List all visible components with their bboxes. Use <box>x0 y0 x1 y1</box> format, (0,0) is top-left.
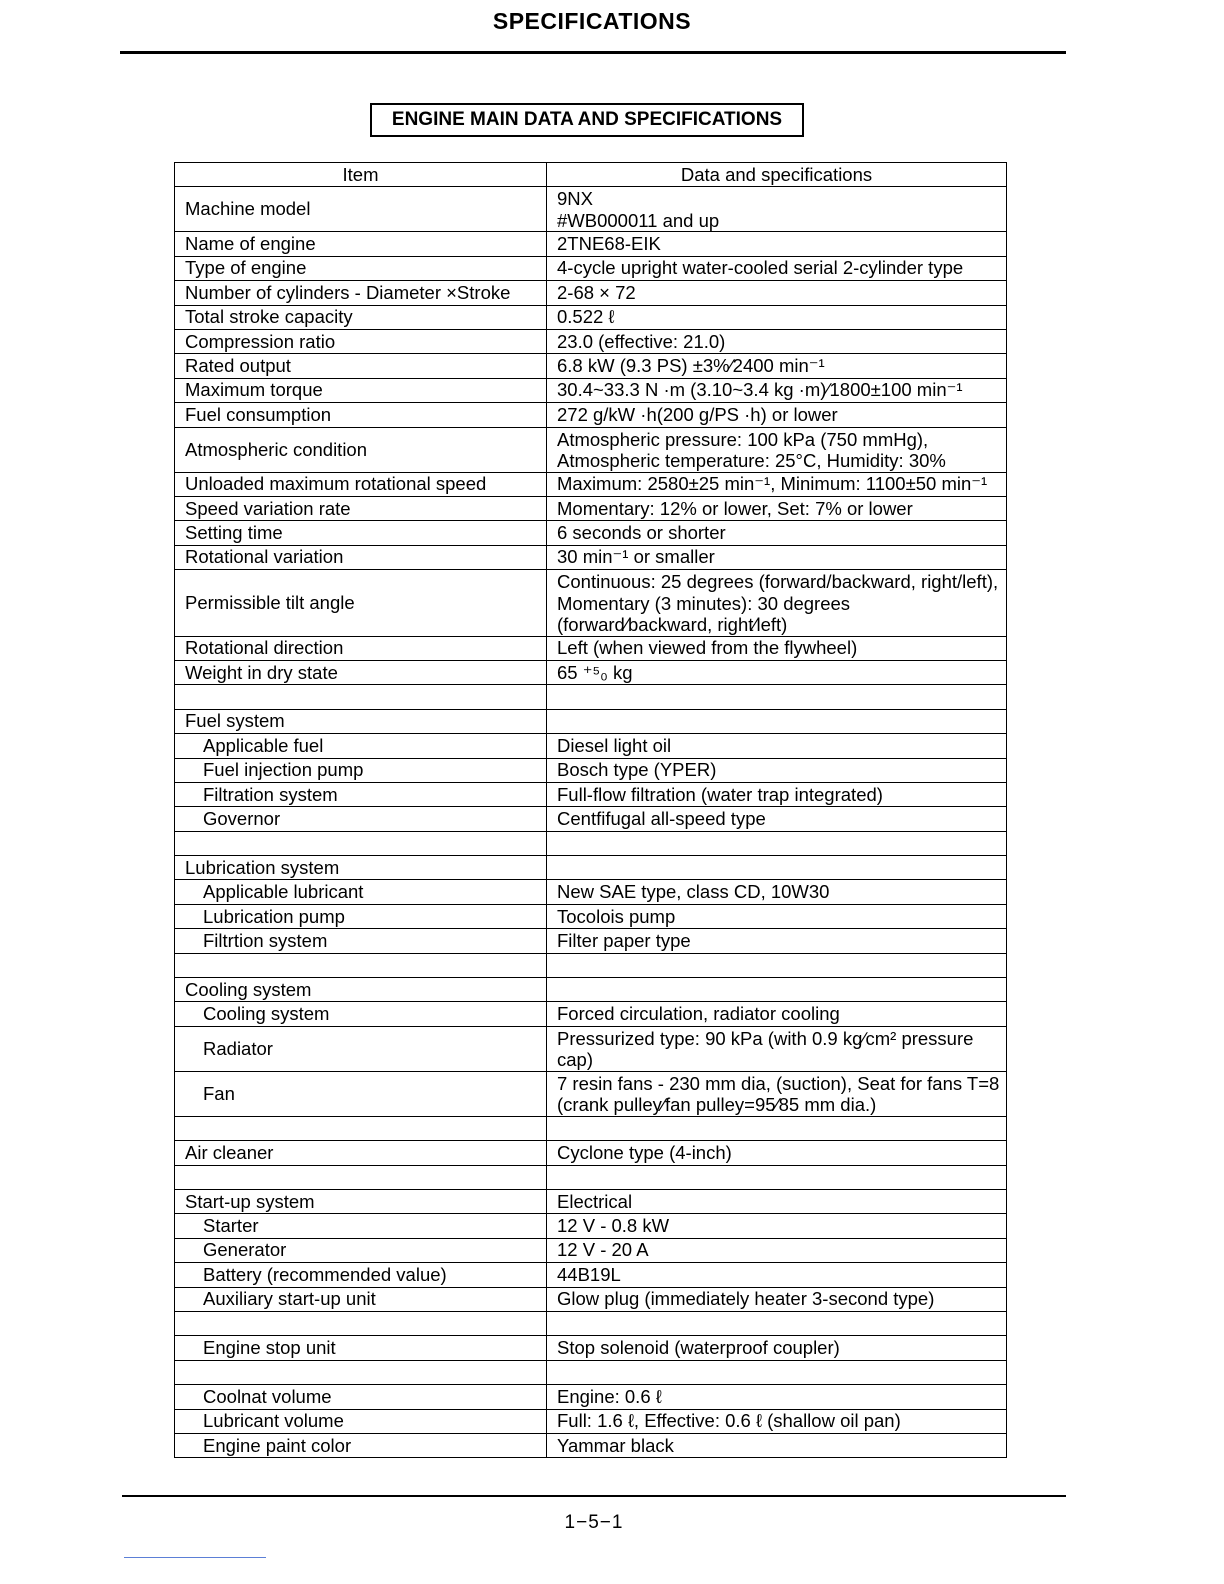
value-cell: 2-68 × 72 <box>547 281 1007 305</box>
column-header-data: Data and specifications <box>547 163 1007 187</box>
value-cell: 44B19L <box>547 1263 1007 1287</box>
table-row <box>175 472 1007 496</box>
table-row <box>175 978 1007 1002</box>
item-cell: Rotational direction <box>175 636 547 660</box>
value-cell: New SAE type, class CD, 10W30 <box>547 880 1007 904</box>
table-row <box>175 660 1007 684</box>
table-row <box>175 1433 1007 1457</box>
item-cell: Battery (recommended value) <box>175 1263 547 1287</box>
item-cell: Lubricant volume <box>175 1409 547 1433</box>
item-cell <box>175 685 547 709</box>
value-cell: 0.522 ℓ <box>547 305 1007 329</box>
value-cell: Centfifugal all-speed type <box>547 807 1007 831</box>
table-row <box>175 1190 1007 1214</box>
table-row <box>175 1116 1007 1140</box>
value-cell <box>547 1165 1007 1189</box>
value-cell: 4-cycle upright water-cooled serial 2-cylinder type <box>547 256 1007 280</box>
item-cell: Coolnat volume <box>175 1385 547 1409</box>
item-cell: Unloaded maximum rotational speed <box>175 472 547 496</box>
value-cell: Diesel light oil <box>547 734 1007 758</box>
value-cell: Glow plug (immediately heater 3-second type) <box>547 1287 1007 1311</box>
item-cell: Name of engine <box>175 232 547 256</box>
item-cell: Lubrication pump <box>175 904 547 928</box>
item-cell: Starter <box>175 1214 547 1238</box>
item-cell: Filtration system <box>175 782 547 806</box>
value-cell: Atmospheric pressure: 100 kPa (750 mmHg), Atmospheric temperature: 25°C, Humidity: 30% <box>547 427 1007 472</box>
value-cell: Full-flow filtration (water trap integrated) <box>547 782 1007 806</box>
item-cell: Start-up system <box>175 1190 547 1214</box>
value-cell: Bosch type (YPER) <box>547 758 1007 782</box>
value-cell: Cyclone type (4-inch) <box>547 1141 1007 1165</box>
value-cell <box>547 1311 1007 1335</box>
item-cell: Permissible tilt angle <box>175 570 547 637</box>
value-cell: Forced circulation, radiator cooling <box>547 1002 1007 1026</box>
table-row <box>175 1071 1007 1116</box>
item-cell: Weight in dry state <box>175 660 547 684</box>
value-cell: 6 seconds or shorter <box>547 521 1007 545</box>
item-cell: Rotational variation <box>175 545 547 569</box>
table-row <box>175 880 1007 904</box>
table-row <box>175 305 1007 329</box>
value-cell: 12 V - 20 A <box>547 1238 1007 1262</box>
value-cell: 7 resin fans - 230 mm dia, (suction), Seat for fans T=8 (crank pulley∕fan pulley=95∕85 mm dia.) <box>547 1071 1007 1116</box>
item-cell <box>175 1360 547 1384</box>
item-cell: Atmospheric condition <box>175 427 547 472</box>
value-cell: Yammar black <box>547 1433 1007 1457</box>
value-cell: Maximum: 2580±25 min⁻¹, Minimum: 1100±50 min⁻¹ <box>547 472 1007 496</box>
value-cell: 30.4~33.3 N ·m (3.10~3.4 kg ·m)∕1800±100 min⁻¹ <box>547 378 1007 402</box>
item-cell: Applicable fuel <box>175 734 547 758</box>
item-cell: Generator <box>175 1238 547 1262</box>
value-cell: 30 min⁻¹ or smaller <box>547 545 1007 569</box>
item-cell: Type of engine <box>175 256 547 280</box>
value-cell: 9NX #WB000011 and up <box>547 187 1007 232</box>
item-cell: Air cleaner <box>175 1141 547 1165</box>
item-cell: Lubrication system <box>175 856 547 880</box>
item-cell <box>175 1165 547 1189</box>
table-row <box>175 807 1007 831</box>
item-cell: Cooling system <box>175 978 547 1002</box>
value-cell <box>547 1360 1007 1384</box>
item-cell: Machine model <box>175 187 547 232</box>
footer-rule <box>122 1495 1066 1497</box>
table-row <box>175 1287 1007 1311</box>
table-row <box>175 403 1007 427</box>
table-row <box>175 1409 1007 1433</box>
table-row <box>175 496 1007 520</box>
table-row <box>175 545 1007 569</box>
value-cell: Stop solenoid (waterproof coupler) <box>547 1336 1007 1360</box>
value-cell: Engine: 0.6 ℓ <box>547 1385 1007 1409</box>
item-cell <box>175 953 547 977</box>
table-row <box>175 709 1007 733</box>
table-row <box>175 904 1007 928</box>
value-cell <box>547 953 1007 977</box>
item-cell: Fuel system <box>175 709 547 733</box>
table-row <box>175 685 1007 709</box>
table-row <box>175 232 1007 256</box>
item-cell: Cooling system <box>175 1002 547 1026</box>
value-cell: Electrical <box>547 1190 1007 1214</box>
value-cell <box>547 709 1007 733</box>
item-cell <box>175 1311 547 1335</box>
table-row <box>175 427 1007 472</box>
value-cell <box>547 1116 1007 1140</box>
table-row <box>175 758 1007 782</box>
value-cell: 65 ⁺⁵₀ kg <box>547 660 1007 684</box>
value-cell: 2TNE68-EIK <box>547 232 1007 256</box>
table-header-row <box>175 163 1007 187</box>
value-cell: Left (when viewed from the flywheel) <box>547 636 1007 660</box>
spec-table <box>174 162 1007 1458</box>
value-cell: Tocolois pump <box>547 904 1007 928</box>
item-cell: Engine paint color <box>175 1433 547 1457</box>
header-rule <box>120 51 1066 54</box>
column-header-item: Item <box>175 163 547 187</box>
table-row <box>175 1385 1007 1409</box>
table-row <box>175 281 1007 305</box>
value-cell: 23.0 (effective: 21.0) <box>547 329 1007 353</box>
item-cell: Speed variation rate <box>175 496 547 520</box>
table-row <box>175 856 1007 880</box>
table-row <box>175 1336 1007 1360</box>
table-row <box>175 782 1007 806</box>
value-cell <box>547 856 1007 880</box>
table-row <box>175 929 1007 953</box>
item-cell: Filtrtion system <box>175 929 547 953</box>
item-cell: Fuel consumption <box>175 403 547 427</box>
value-cell: 6.8 kW (9.3 PS) ±3%∕2400 min⁻¹ <box>547 354 1007 378</box>
item-cell <box>175 1116 547 1140</box>
table-row <box>175 570 1007 637</box>
table-row <box>175 1214 1007 1238</box>
item-cell: Applicable lubricant <box>175 880 547 904</box>
table-row <box>175 1026 1007 1071</box>
item-cell: Compression ratio <box>175 329 547 353</box>
table-row <box>175 329 1007 353</box>
value-cell: Full: 1.6 ℓ, Effective: 0.6 ℓ (shallow oil pan) <box>547 1409 1007 1433</box>
page-title: SPECIFICATIONS <box>492 8 692 34</box>
item-cell: Governor <box>175 807 547 831</box>
item-cell: Auxiliary start-up unit <box>175 1287 547 1311</box>
table-row <box>175 1238 1007 1262</box>
value-cell: 12 V - 0.8 kW <box>547 1214 1007 1238</box>
table-row <box>175 378 1007 402</box>
table-row <box>175 256 1007 280</box>
item-cell <box>175 831 547 855</box>
item-cell: Radiator <box>175 1026 547 1071</box>
table-row <box>175 636 1007 660</box>
value-cell <box>547 831 1007 855</box>
value-cell: Momentary: 12% or lower, Set: 7% or lower <box>547 496 1007 520</box>
value-cell: 272 g/kW ·h(200 g/PS ·h) or lower <box>547 403 1007 427</box>
item-cell: Fuel injection pump <box>175 758 547 782</box>
table-row <box>175 521 1007 545</box>
item-cell: Fan <box>175 1071 547 1116</box>
item-cell: Total stroke capacity <box>175 305 547 329</box>
item-cell: Rated output <box>175 354 547 378</box>
corner-mark <box>124 1557 266 1558</box>
table-row <box>175 1141 1007 1165</box>
value-cell: Continuous: 25 degrees (forward/backward, right/left), Momentary (3 minutes): 30 degrees (forward∕backward, right∕left) <box>547 570 1007 637</box>
table-row <box>175 734 1007 758</box>
item-cell: Maximum torque <box>175 378 547 402</box>
table-row <box>175 1002 1007 1026</box>
table-row <box>175 831 1007 855</box>
table-row <box>175 1311 1007 1335</box>
table-row <box>175 1263 1007 1287</box>
table-row <box>175 187 1007 232</box>
value-cell: Pressurized type: 90 kPa (with 0.9 kg∕cm² pressure cap) <box>547 1026 1007 1071</box>
table-row <box>175 1165 1007 1189</box>
value-cell <box>547 978 1007 1002</box>
value-cell <box>547 685 1007 709</box>
table-row <box>175 953 1007 977</box>
table-row <box>175 1360 1007 1384</box>
item-cell: Setting time <box>175 521 547 545</box>
table-row <box>175 354 1007 378</box>
section-title: ENGINE MAIN DATA AND SPECIFICATIONS <box>370 103 804 137</box>
item-cell: Number of cylinders - Diameter ×Stroke <box>175 281 547 305</box>
value-cell: Filter paper type <box>547 929 1007 953</box>
page-number: 1−5−1 <box>564 1512 624 1533</box>
item-cell: Engine stop unit <box>175 1336 547 1360</box>
